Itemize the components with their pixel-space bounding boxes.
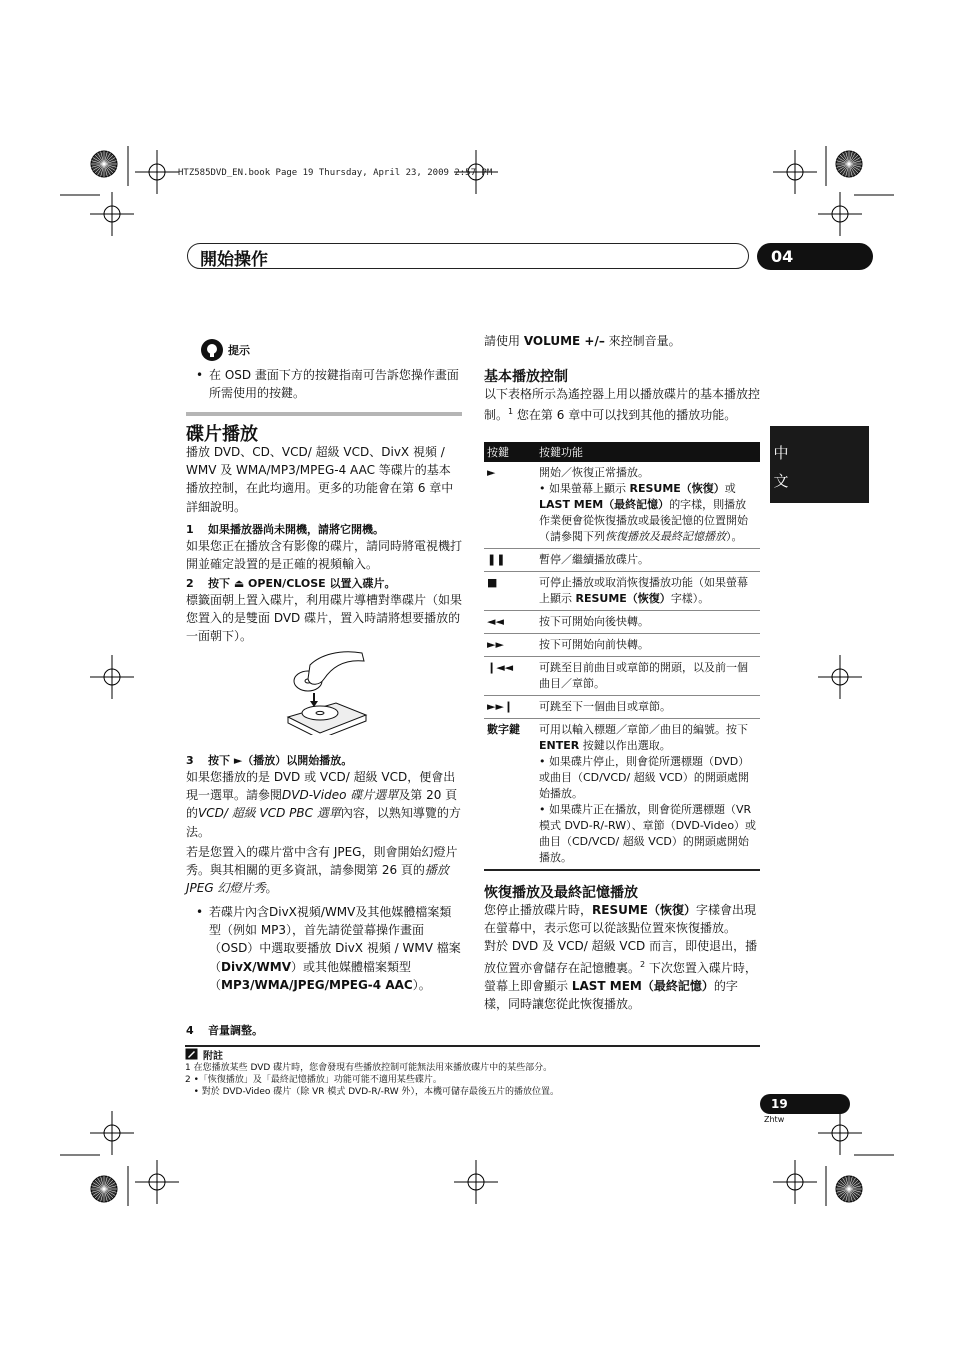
color-target-ray [846, 164, 849, 177]
color-target-ray [843, 1178, 850, 1189]
color-target-ray [836, 161, 849, 164]
color-target-ray [840, 155, 849, 164]
lightbulb-icon [200, 338, 224, 362]
color-target-ray [846, 1189, 849, 1202]
chapter-badge: 04 [757, 243, 873, 270]
color-target-ray [104, 158, 115, 165]
language-tab [770, 426, 869, 503]
color-target-ray [104, 1189, 117, 1192]
ref-vcd-pbc-menu: VCD/ 超級 VCD PBC 選單 [198, 806, 341, 821]
table-row: ►► 按下可開始向前快轉。 [484, 634, 760, 657]
next-key-icon: ►►❙ [484, 696, 536, 719]
table-header-row [484, 442, 760, 462]
playback-controls-table [484, 442, 760, 871]
color-target-ray [849, 1189, 856, 1200]
color-target-ray [846, 151, 849, 164]
table-row: ► 開始／恢復正常播放。 • 如果螢幕上顯示 RESUME（恢復）或 LAST MEM（最終記憶）的字樣，則播放作業便會從恢復播放或最後記憶的位置開始（請參閱下列恢復播放及最終記憶播放）。 [484, 462, 760, 549]
color-target-ray [838, 164, 849, 171]
color-target-ray [101, 1176, 104, 1189]
color-target-ray [104, 1186, 117, 1189]
registration-mark [104, 669, 120, 685]
step-1-text: 如果您正在播放含有影像的碟片，請同時將電視機打開並確定設置的是正確的視頻輸入。 [186, 539, 463, 572]
play-key-icon: ► [484, 462, 536, 549]
note-icon [185, 1048, 199, 1061]
color-target-ray [101, 1189, 104, 1202]
pause-key-icon: ❚❚ [484, 549, 536, 572]
color-target-ray [849, 1189, 858, 1198]
color-target-ray [849, 151, 852, 164]
table-row: 數字鍵 可用以輸入標題／章節／曲目的編號。按下 ENTER 按鍵以作出選取。 • 如果碟片停止，則會從所選標題（DVD）或曲目（CD/VCD/ 超級 VCD）的開頭處開始播放。 • 如果碟片正在播放，則會從所選標題（VR 模式 DVD-R/-RW）、章節（DVD-Video）或曲目（CD/VCD/ 超級 VCD）的開頭處開始播放。 [484, 719, 760, 871]
color-target-ray [843, 153, 850, 164]
color-target-ray [101, 151, 104, 164]
notes-rule [185, 1045, 760, 1047]
color-target-ray [836, 1189, 849, 1192]
color-target-mark [91, 1176, 117, 1202]
color-target-ray [104, 1189, 113, 1198]
color-target-mark [836, 1176, 862, 1202]
step-3-heading: 3 按下 ►（播放）以開始播放。 [186, 754, 353, 767]
step-2-heading: 2 按下 ⏏ OPEN/CLOSE 以置入碟片。 [186, 577, 396, 590]
basic-playback-text: 以下表格所示為遙控器上用以播放碟片的基本播放控制。$^1$ 您在第 6 章中可以找到其他的播放功能。 [484, 387, 761, 423]
color-target-ray [849, 164, 860, 171]
color-target-ray [95, 1189, 104, 1198]
registration-mark [832, 206, 848, 222]
table-row: ■ 可停止播放或取消恢復播放功能（如果螢幕上顯示 RESUME（恢復）字樣）。 [484, 572, 760, 611]
color-target-ray [846, 1176, 849, 1189]
color-target-ray [849, 164, 858, 173]
color-target-ray [838, 1189, 849, 1196]
registration-mark [104, 206, 120, 222]
color-target-ray [849, 1183, 860, 1190]
color-target-ray [101, 164, 104, 177]
page-title: 開始操作 [200, 250, 268, 270]
color-target-ray [849, 153, 856, 164]
registration-mark [787, 1174, 803, 1190]
color-target-ray [98, 1189, 105, 1200]
color-target-ray [843, 164, 850, 175]
rewind-key-icon: ◄◄ [484, 611, 536, 634]
volume-text: 請使用 VOLUME +/– 來控制音量。 [484, 334, 681, 348]
note-line: • 對於 DVD-Video 碟片（除 VR 模式 DVD-R/-RW 外），本機可儲存最後五片的播放位置。 [185, 1087, 560, 1097]
color-target-ray [104, 1176, 107, 1189]
table-row: ❚❚ 暫停／繼續播放碟片。 [484, 549, 760, 572]
color-target-ray [93, 164, 104, 171]
fast-forward-key-icon: ►► [484, 634, 536, 657]
number-keys-label: 數字鍵 [484, 719, 536, 871]
table-header-function: 按鍵功能 [536, 442, 760, 462]
ref-dvd-menu: DVD-Video 碟片選單 [282, 788, 399, 803]
color-target-ray [104, 155, 113, 164]
color-target-ray [843, 1189, 850, 1200]
color-target-ray [849, 161, 862, 164]
registration-mark [149, 164, 165, 180]
color-target-ray [104, 1189, 111, 1200]
ref-jpeg-slideshow: 播放 JPEG 幻燈片秀 [186, 863, 449, 896]
color-target-ray [104, 164, 107, 177]
language-tab-char: 文 [773, 472, 789, 490]
page-language-code: Zhtw [764, 1115, 785, 1124]
color-target-ray [840, 164, 849, 173]
color-target-ray [838, 1183, 849, 1190]
notes-heading: 附註 [185, 1047, 223, 1062]
color-target-ray [93, 1183, 104, 1190]
color-target-ray [840, 1189, 849, 1198]
color-target-ray [836, 1186, 849, 1189]
color-target-ray [104, 164, 117, 167]
color-target-ray [104, 1178, 111, 1189]
color-target-ray [849, 155, 858, 164]
table-row: ❙◄◄ 可跳至目前曲目或章節的開頭，以及前一個曲目／章節。 [484, 657, 760, 696]
registration-mark [832, 1125, 848, 1141]
color-target-ray [98, 1178, 105, 1189]
step-1-heading: 1 如果播放器尚未開機，請將它開機。 [186, 523, 384, 536]
color-target-ray [849, 1176, 852, 1189]
color-target-ray [91, 1189, 104, 1192]
color-target-ray [849, 164, 852, 177]
color-target-ray [104, 1183, 115, 1190]
disc-insert-illustration [280, 645, 370, 735]
step-2-text: 標籤面朝上置入碟片，利用碟片導槽對準碟片（如果您置入的是雙面 DVD 碟片，置入時請將想要播放的一面朝下）。 [186, 593, 463, 644]
registration-mark [832, 669, 848, 685]
resume-title: 恢復播放及最終記憶播放 [484, 885, 638, 901]
color-target-ray [104, 1180, 113, 1189]
color-target-ray [104, 153, 111, 164]
color-target-ray [104, 161, 117, 164]
notes-list [185, 1062, 559, 1098]
color-target-ray [98, 153, 105, 164]
tip-label: 提示 [228, 344, 250, 357]
note-line: 2 •「恢復播放」及「最終記憶播放」功能可能不適用某些碟片。 [185, 1075, 442, 1085]
step-3-text: 如果您播放的是 DVD 或 VCD/ 超級 VCD，便會出現一選單。請參閱DVD-Video 碟片選單及第 20 頁的VCD/ 超級 VCD PBC 選單內容，以熟知導覽的方法。 [186, 770, 461, 839]
color-target-ray [93, 158, 104, 165]
section-title-disc-playback: 碟片播放 [186, 424, 258, 445]
color-target-mark [836, 151, 862, 177]
color-target-ray [836, 164, 849, 167]
page-number: 19 [760, 1094, 850, 1114]
color-target-ray [849, 1189, 862, 1192]
resume-text: 您停止播放碟片時，RESUME（恢復）字樣會出現在螢幕中，表示您可以從該點位置來恢復播放。 對於 DVD 及 VCD/ 超級 VCD 而言，即使退出，播放位置亦會儲存在記憶體裏。$^2$ 下次您置入碟片時，螢幕上即會顯示 LAST MEM（最終記憶）的字樣，同時讓您從此恢復播放。 [484, 903, 758, 1012]
color-target-ray [104, 151, 107, 164]
color-target-ray [91, 161, 104, 164]
tip-text: 在 OSD 畫面下方的按鍵指南可告訴您操作畫面所需使用的按鍵。 [209, 368, 459, 400]
color-target-ray [95, 164, 104, 173]
color-target-ray [838, 158, 849, 165]
color-target-ray [98, 164, 105, 175]
color-target-ray [849, 164, 856, 175]
color-target-ray [104, 164, 115, 171]
color-target-ray [840, 1180, 849, 1189]
registration-mark [104, 1125, 120, 1141]
step-3-text-jpeg: 若是您置入的碟片當中含有 JPEG，則會開始幻燈片秀。與其相關的更多資訊，請參閱第 26 頁的播放 JPEG 幻燈片秀。 [186, 845, 458, 896]
table-row: ►►❙ 可跳至下一個曲目或章節。 [484, 696, 760, 719]
color-target-ray [104, 1189, 107, 1202]
step-4-heading: 4 音量調整。 [186, 1024, 263, 1037]
basic-playback-title: 基本播放控制 [484, 369, 568, 385]
color-target-ray [93, 1189, 104, 1196]
tip-heading [200, 338, 250, 362]
color-target-ray [104, 164, 113, 173]
color-target-ray [849, 1180, 858, 1189]
note-line: 1 在您播放某些 DVD 碟片時，您會發現有些播放控制可能無法用來播放碟片中的某些部分。 [185, 1063, 553, 1073]
color-target-ray [849, 1189, 852, 1202]
language-tab-char: 中 [773, 444, 789, 462]
section-rule [186, 412, 462, 416]
color-target-mark [91, 151, 117, 177]
color-target-ray [849, 164, 862, 167]
print-info: HTZ585DVD_EN.book Page 19 Thursday, April 23, 2009 2:57 PM [178, 168, 493, 178]
color-target-ray [95, 155, 104, 164]
color-target-ray [849, 1186, 862, 1189]
previous-key-icon: ❙◄◄ [484, 657, 536, 696]
table-row: ◄◄ 按下可開始向後快轉。 [484, 611, 760, 634]
header-bar [187, 243, 749, 269]
color-target-ray [849, 1178, 856, 1189]
table-header-key: 按鍵 [484, 442, 536, 462]
registration-mark [787, 164, 803, 180]
tip-bullet: • 在 OSD 畫面下方的按鍵指南可告訴您操作畫面所需使用的按鍵。 [196, 366, 464, 402]
color-target-ray [849, 1189, 860, 1196]
registration-mark [149, 1174, 165, 1190]
intro-paragraph: 播放 DVD、CD、VCD/ 超級 VCD、DivX 視頻 / WMV 及 WMA/MP3/MPEG-4 AAC 等碟片的基本播放控制，在此均適用。更多的功能會在第 6 章中詳細說明。 [186, 445, 454, 514]
color-target-ray [91, 1186, 104, 1189]
color-target-ray [91, 164, 104, 167]
color-target-ray [95, 1180, 104, 1189]
stop-key-icon: ■ [484, 572, 536, 611]
color-target-ray [849, 158, 860, 165]
color-target-ray [104, 164, 111, 175]
registration-mark [468, 1174, 484, 1190]
color-target-ray [104, 1189, 115, 1196]
step-3-bullet: • 若碟片內含DivX視頻/WMV及其他媒體檔案類型（例如 MP3），首先請從螢幕操作畫面（OSD）中選取要播放 DivX 視頻 / WMV 檔案（DivX/WMV）或其他媒體檔案類型（MP3/WMA/JPEG/MPEG-4 AAC）。 [196, 905, 461, 992]
